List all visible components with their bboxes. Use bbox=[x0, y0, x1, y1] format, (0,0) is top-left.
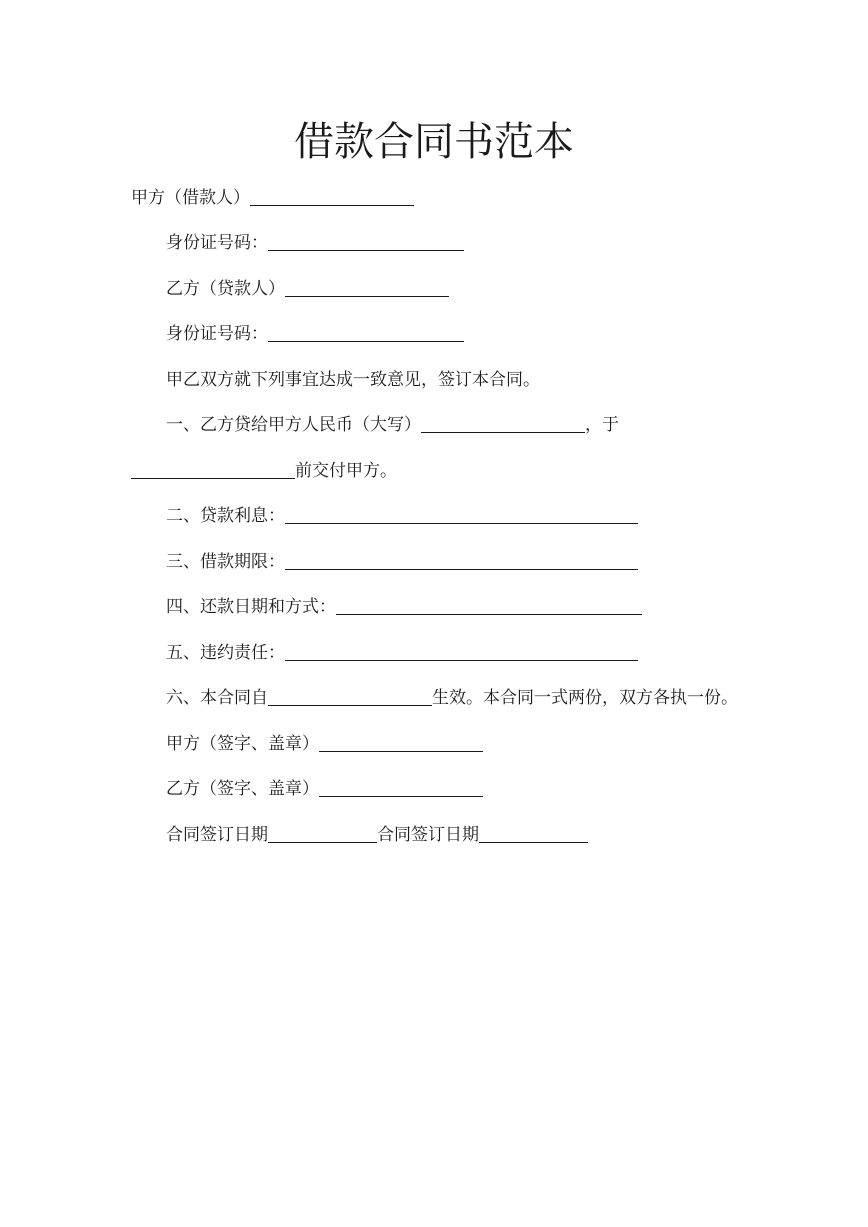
party-a-borrower-line bbox=[131, 185, 414, 211]
clause-6-line bbox=[166, 685, 738, 711]
signing-date-line bbox=[166, 822, 588, 848]
clause-5-line bbox=[166, 640, 638, 666]
signing-date-label-1: 合同签订日期 bbox=[166, 825, 268, 845]
clause-4-label: 四、还款日期和方式： bbox=[166, 597, 336, 617]
party-b-lender-blank[interactable] bbox=[285, 278, 449, 297]
clause-6-label: 六、本合同自 bbox=[166, 688, 268, 708]
party-b-id-label: 身份证号码： bbox=[166, 324, 268, 344]
party-a-borrower-blank[interactable] bbox=[250, 187, 414, 206]
clause-1-suffix: ，于 bbox=[585, 415, 619, 435]
effective-date-blank[interactable] bbox=[268, 687, 432, 706]
clause-6-suffix: 生效。本合同一式两份，双方各执一份。 bbox=[432, 688, 738, 708]
clause-1-continued-text: 前交付甲方。 bbox=[295, 461, 397, 481]
party-a-signature-blank[interactable] bbox=[319, 733, 483, 752]
agreement-statement: 甲乙双方就下列事宜达成一致意见，签订本合同。 bbox=[166, 370, 540, 390]
repayment-blank[interactable] bbox=[336, 596, 642, 615]
party-a-borrower-label: 甲方（借款人） bbox=[131, 188, 250, 208]
party-b-id-line bbox=[166, 321, 464, 347]
clause-3-label: 三、借款期限： bbox=[166, 552, 285, 572]
clause-2-label: 二、贷款利息： bbox=[166, 506, 285, 526]
page-title: 借款合同书范本 bbox=[294, 119, 574, 165]
party-b-lender-label: 乙方（贷款人） bbox=[166, 279, 285, 299]
signing-date-blank-1[interactable] bbox=[268, 824, 377, 843]
delivery-date-blank[interactable] bbox=[131, 460, 295, 479]
signing-date-label-2: 合同签订日期 bbox=[377, 825, 479, 845]
clause-1-continued-line bbox=[131, 458, 397, 484]
party-a-id-label: 身份证号码： bbox=[166, 233, 268, 253]
party-a-id-blank[interactable] bbox=[268, 232, 464, 251]
clause-3-line bbox=[166, 549, 638, 575]
loan-term-blank[interactable] bbox=[285, 551, 638, 570]
party-b-signature-blank[interactable] bbox=[319, 778, 483, 797]
clause-4-line bbox=[166, 594, 642, 620]
party-b-signature-label: 乙方（签字、盖章） bbox=[166, 779, 319, 799]
interest-blank[interactable] bbox=[285, 505, 638, 524]
party-a-signature-label: 甲方（签字、盖章） bbox=[166, 734, 319, 754]
party-a-id-line bbox=[166, 230, 464, 256]
party-a-signature-line bbox=[166, 731, 483, 757]
loan-amount-blank[interactable] bbox=[421, 414, 585, 433]
party-b-id-blank[interactable] bbox=[268, 323, 464, 342]
party-b-lender-line bbox=[166, 276, 449, 302]
breach-liability-blank[interactable] bbox=[285, 642, 638, 661]
signing-date-blank-2[interactable] bbox=[479, 824, 588, 843]
clause-5-label: 五、违约责任： bbox=[166, 643, 285, 663]
party-b-signature-line bbox=[166, 776, 483, 802]
clause-1-label: 一、乙方贷给甲方人民币（大写） bbox=[166, 415, 421, 435]
clause-1-line bbox=[166, 412, 619, 438]
clause-2-line bbox=[166, 503, 638, 529]
